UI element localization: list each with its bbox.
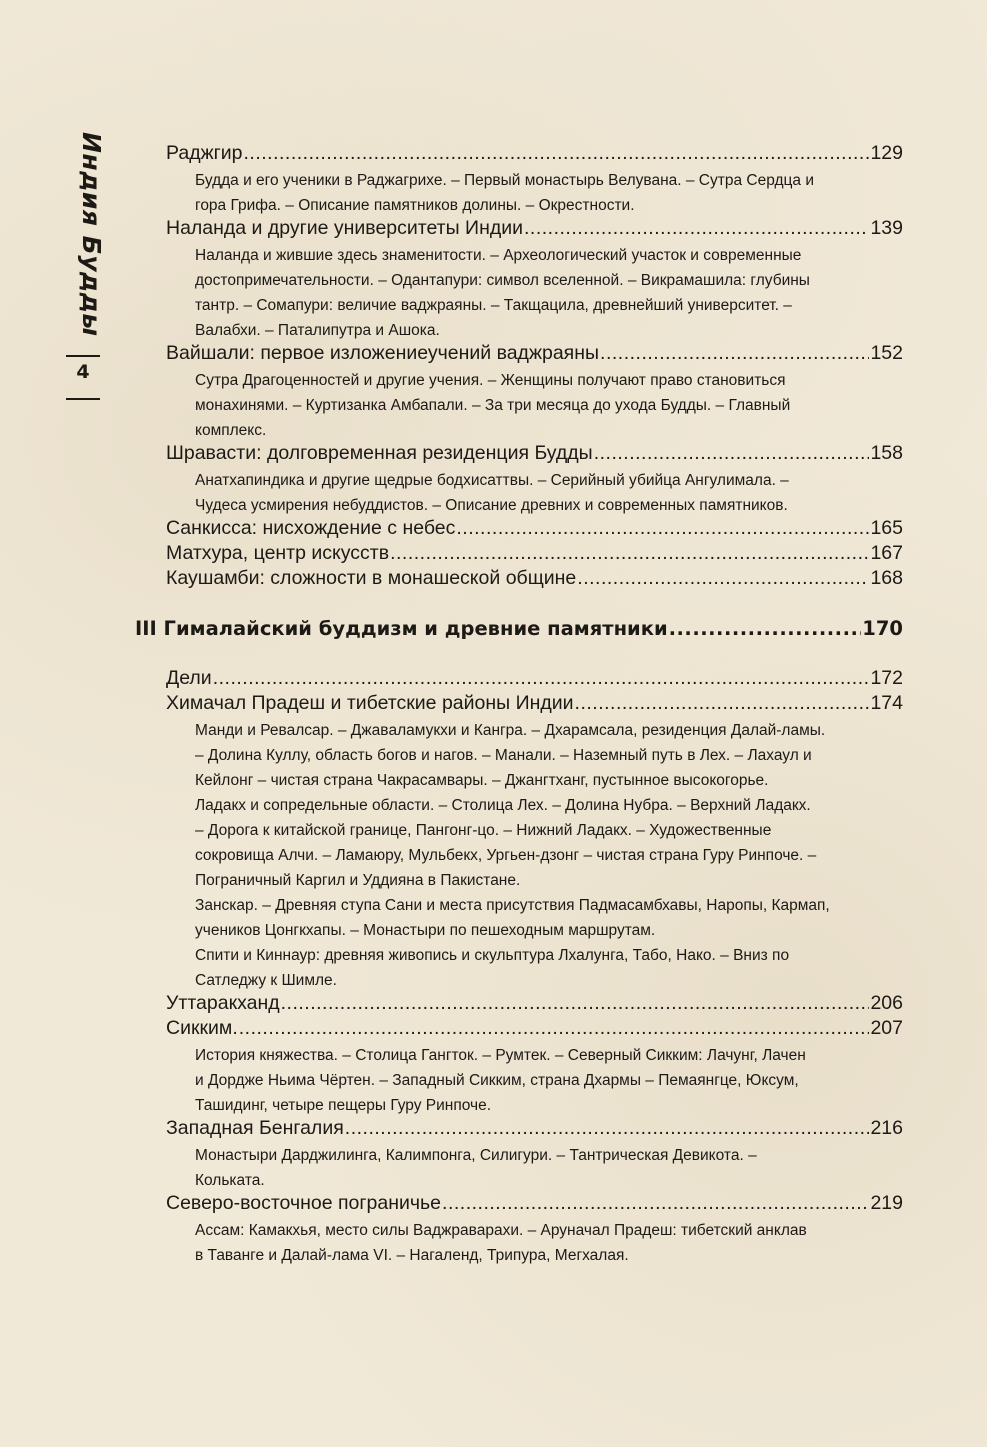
dot-leader <box>594 442 870 465</box>
description-line: Ташидинг, четыре пещеры Гуру Ринпоче. <box>195 1097 492 1114</box>
toc-entry-title: Уттаракханд <box>166 992 280 1014</box>
description-line: монахинями. – Куртизанка Амбапали. – За три месяца до ухода Будды. – Главный <box>195 397 791 414</box>
toc-entry-title: Северо-восточное пограничье <box>166 1192 442 1214</box>
toc-entry-shravasti[interactable] <box>166 442 903 467</box>
toc-entry-title: Вайшали: первое изложениеучений ваджраяны <box>166 342 600 364</box>
dot-leader <box>577 567 869 590</box>
toc-entry-title: Сикким. <box>166 1017 238 1039</box>
toc-entry-rajgir[interactable] <box>166 142 903 167</box>
toc-entry-uttarakhand[interactable] <box>166 992 903 1017</box>
description-line: Ассам: Камакхья, место силы Ваджраварахи. – Аруначал Прадеш: тибетский анклав <box>195 1222 807 1239</box>
page-number: 4 <box>76 361 90 383</box>
toc-entry-nalanda[interactable] <box>166 217 903 242</box>
toc-entry-description <box>195 368 905 443</box>
toc-entry-description <box>195 1143 905 1193</box>
dot-leader <box>390 542 869 565</box>
book-title: Индия Будды <box>77 132 106 337</box>
description-line: Валабхи. – Паталипутра и Ашока. <box>195 322 440 339</box>
description-line: гора Грифа. – Описание памятников долины. – Окрестности. <box>195 197 635 214</box>
toc-entry-page: 216 <box>870 1117 903 1139</box>
toc-entry-title: Химачал Прадеш и тибетские районы Индии <box>166 692 574 714</box>
dot-leader <box>442 1192 869 1215</box>
description-line: Кольката. <box>195 1172 265 1189</box>
toc-entry-page: 167 <box>870 542 903 564</box>
toc-entry-sankissa[interactable] <box>166 517 903 542</box>
description-line: Занскар. – Древняя ступа Сани и места присутствия Падмасамбхавы, Наропы, Кармап, <box>195 897 830 914</box>
description-line: Наланда и жившие здесь знаменитости. – Археологический участок и современные <box>195 247 802 264</box>
dot-leader <box>243 142 869 165</box>
toc-entry-page: 206 <box>870 992 903 1014</box>
dot-leader <box>524 217 869 240</box>
description-line: Спити и Киннаур: древняя живопись и скульптура Лхалунга, Табо, Нако. – Вниз по <box>195 947 790 964</box>
dot-leader <box>281 992 870 1015</box>
toc-entry-page: 129 <box>870 142 903 164</box>
toc-entry-page: 168 <box>870 567 903 589</box>
section-page: 170 <box>862 617 903 640</box>
toc-entry-delhi[interactable] <box>166 667 903 692</box>
toc-entry-description <box>195 168 905 218</box>
dot-leader <box>239 1017 870 1040</box>
dot-leader <box>600 342 869 365</box>
description-line: Кейлонг – чистая страна Чакрасамвары. – Джангтханг, пустынное высокогорье. <box>195 772 769 789</box>
toc-entry-northeast[interactable] <box>166 1192 903 1217</box>
toc-entry-vaishali[interactable] <box>166 342 903 367</box>
toc-entry-title: Западная Бенгалия <box>166 1117 344 1139</box>
description-line: сокровища Алчи. – Ламаюру, Мульбекх, Ургьен-дзонг – чистая страна Гуру Ринпоче. – <box>195 847 817 864</box>
dot-leader <box>456 517 869 540</box>
description-line: в Таванге и Далай-лама VI. – Нагаленд, Трипура, Мегхалая. <box>195 1247 629 1264</box>
toc-entry-sikkim[interactable] <box>166 1017 903 1042</box>
description-line: История княжества. – Столица Гангток. – Румтек. – Северный Сикким: Лачунг, Лачен <box>195 1047 806 1064</box>
toc-entry-title: Каушамби: сложности в монашеской общине <box>166 567 577 589</box>
toc-entry-page: 219 <box>870 1192 903 1214</box>
description-line: Ладакх и сопредельные области. – Столица Лех. – Долина Нубра. – Верхний Ладакх. <box>195 797 811 814</box>
toc-entry-description <box>195 468 905 518</box>
toc-entry-page: 139 <box>870 217 903 239</box>
description-line: Анатхапиндика и другие щедрые бодхисаттвы. – Серийный убийца Ангулимала. – <box>195 472 789 489</box>
toc-entry-page: 165 <box>870 517 903 539</box>
toc-entry-title: Дели <box>166 667 212 689</box>
description-line: Пограничный Каргил и Уддияна в Пакистане. <box>195 872 521 889</box>
toc-entry-page: 172 <box>870 667 903 689</box>
dot-leader <box>575 692 870 715</box>
toc-entry-title: Санкисса: нисхождение с небес <box>166 517 456 539</box>
section-title: III Гималайский буддизм и древние памятники <box>135 617 668 640</box>
description-line: Будда и его ученики в Раджагрихе. – Первый монастырь Велувана. – Сутра Сердца и <box>195 172 814 189</box>
toc-entry-mathura[interactable] <box>166 542 903 567</box>
description-line: Сутра Драгоценностей и другие учения. – Женщины получают право становиться <box>195 372 786 389</box>
description-line: Сатледжу к Шимле. <box>195 972 337 989</box>
dot-leader <box>669 617 862 640</box>
description-line: учеников Цонгкхапы. – Монастыри по пешеходным маршрутам. <box>195 922 656 939</box>
toc-entry-title: Шравасти: долговременная резиденция Будды <box>166 442 593 464</box>
toc-entry-page: 152 <box>870 342 903 364</box>
toc-entry-description <box>195 1043 905 1118</box>
description-line: Чудеса усмирения небуддистов. – Описание древних и современных памятников. <box>195 497 788 514</box>
toc-entry-description <box>195 718 905 993</box>
description-line: Монастыри Дарджилинга, Калимпонга, Силигури. – Тантрическая Девикота. – <box>195 1147 757 1164</box>
description-line: и Дордже Ньима Чёртен. – Западный Сикким, страна Дхармы – Пемаянгце, Юксум, <box>195 1072 799 1089</box>
toc-entry-west-bengal[interactable] <box>166 1117 903 1142</box>
toc-entry-page: 158 <box>870 442 903 464</box>
description-line: тантр. – Сомапури: величие ваджраяны. – Такщацила, древнейший университет. – <box>195 297 792 314</box>
description-line: Манди и Ревалсар. – Джавaламукхи и Кангра. – Дхарамсала, резиденция Далай-ламы. <box>195 722 826 739</box>
toc-entry-kaushambi[interactable] <box>166 567 903 592</box>
toc-entry-page: 174 <box>870 692 903 714</box>
description-line: достопримечательности. – Одантапури: символ вселенной. – Викрамашила: глубины <box>195 272 810 289</box>
toc-entry-title: Раджгир <box>166 142 243 164</box>
description-line: комплекс. <box>195 422 267 439</box>
description-line: – Долина Куллу, область богов и нагов. – Манали. – Наземный путь в Лех. – Лахаул и <box>195 747 812 764</box>
toc-entry-description <box>195 1218 905 1268</box>
toc-entry-title: Матхура, центр искусств <box>166 542 390 564</box>
dot-leader <box>213 667 870 690</box>
toc-entry-description <box>195 243 905 343</box>
toc-entry-page: 207 <box>870 1017 903 1039</box>
toc-entry-title: Наланда и другие университеты Индии <box>166 217 523 239</box>
description-line: – Дорога к китайской границе, Пангонг-цо. – Нижний Ладакх. – Художественные <box>195 822 772 839</box>
toc-section-3[interactable] <box>135 617 903 643</box>
dot-leader <box>345 1117 870 1140</box>
toc-entry-himachal[interactable] <box>166 692 903 717</box>
